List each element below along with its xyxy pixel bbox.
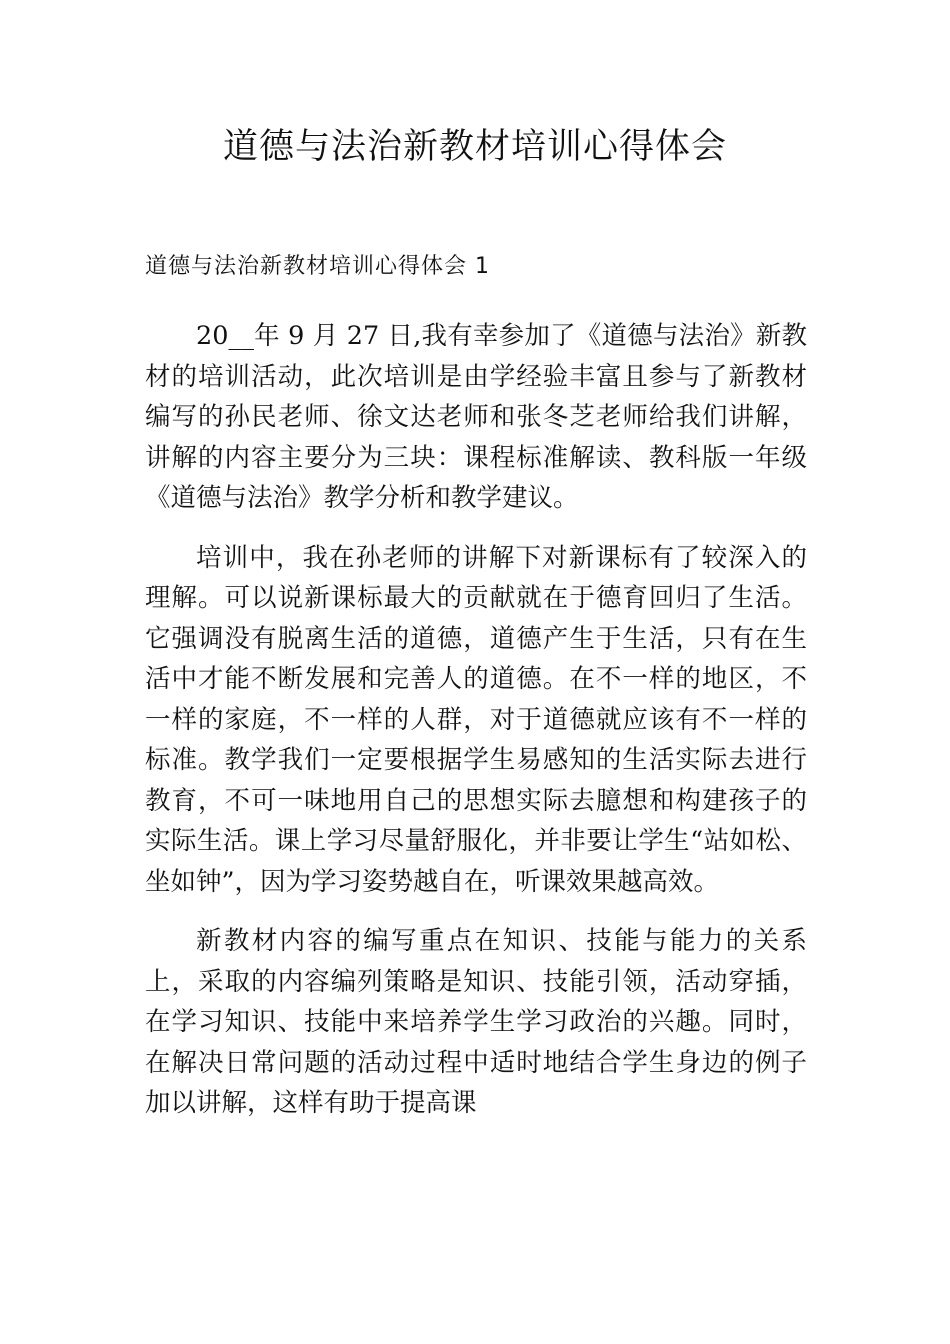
section-heading: 道德与法治新教材培训心得体会 1 [145, 254, 490, 279]
document-body [145, 316, 807, 1143]
paragraph-3: 新教材内容的编写重点在知识、技能与能力的关系上，采取的内容编列策略是知识、技能引领，活动穿插，在学习知识、技能中来培养学生学习政治的兴趣。同时，在解决日常问题的活动过程中适时地结合学生身边的例子加以讲解，这样有助于提高课 [145, 926, 807, 1118]
paragraph-1: 20__年 9 月 27 日,我有幸参加了《道德与法治》新教材的培训活动，此次培训是由学经验丰富且参与了新教材编写的孙民老师、徐文达老师和张冬芝老师给我们讲解，讲解的内容主要分为三块：课程标准解读、教科版一年级《道德与法治》教学分析和教学建议。 [145, 321, 807, 513]
document-title: 道德与法治新教材培训心得体会 [222, 127, 727, 167]
paragraph-2: 培训中，我在孙老师的讲解下对新课标有了较深入的理解。可以说新课标最大的贡献就在于德育回归了生活。它强调没有脱离生活的道德，道德产生于生活，只有在生活中才能不断发展和完善人的道德。在不一样的地区，不一样的家庭，不一样的人群，对于道德就应该有不一样的标准。教学我们一定要根据学生易感知的生活实际去进行教育，不可一味地用自己的思想实际去臆想和构建孩子的实际生活。课上学习尽量舒服化，并非要让学生“站如松、坐如钟”，因为学习姿势越自在，听课效果越高效。 [145, 542, 807, 897]
